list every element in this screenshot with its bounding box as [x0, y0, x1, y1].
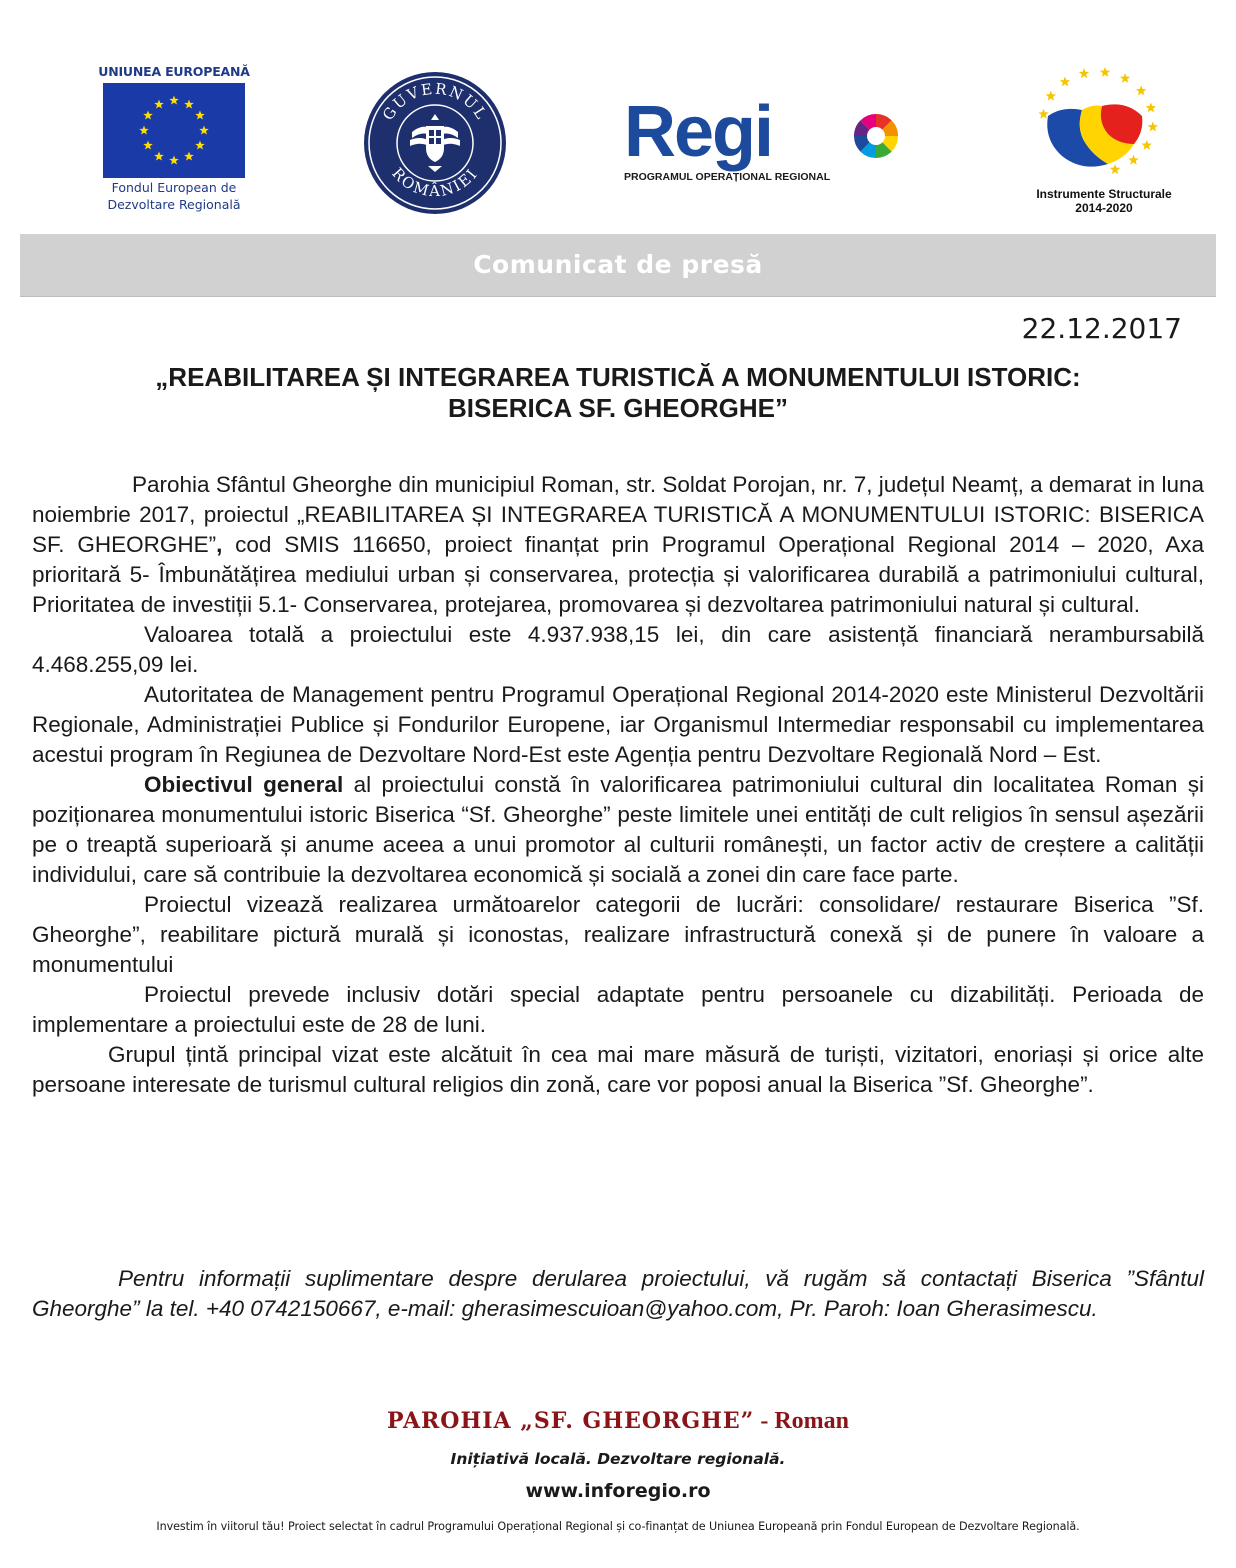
paragraph-management-authority: Autoritatea de Management pentru Programul Operațional Regional 2014-2020 este Ministerul Dezvoltării Regionale, Administrației Publice și Fondurilor Europene, iar Organismul Intermediar responsabil cu implementarea acestui program în Regiunea de Dezvoltare Nord-Est este Agenția pentru Dezvoltare Regională Nord – Est. — [32, 682, 1204, 767]
document-title-line-1: „REABILITAREA ȘI INTEGRAREA TURISTICĂ A MONUMENTULUI ISTORIC: — [155, 362, 1081, 392]
regio-logo-icon — [622, 98, 912, 188]
structural-star-icon — [1136, 85, 1146, 95]
structural-star-icon — [1046, 91, 1056, 101]
parish-location: - Roman — [754, 1408, 849, 1434]
press-release-banner-text: Comunicat de presă — [473, 250, 763, 279]
eu-logo-title: UNIUNEA EUROPEANĂ — [98, 64, 250, 79]
regio-wordmark: Regi — [624, 98, 773, 172]
general-objective-label: Obiectivul general — [144, 772, 344, 797]
paragraph-project-intro-part-a: Parohia Sfântul Gheorghe din municipiul Roman, str. Soldat Porojan, nr. 7, județul Neamț, a demarat in luna noiembrie 2017, proiectul „REABILITAREA ȘI INTEGRAREA TURISTICĂ A MONUMENTULUI ISTORIC: BISERICA SF. GHEORGHE” — [32, 472, 1204, 557]
structural-star-icon — [1079, 68, 1089, 78]
structural-star-icon — [1142, 140, 1152, 150]
structural-star-icon — [1148, 121, 1158, 131]
release-date: 22.12.2017 — [1021, 312, 1182, 345]
structural-star-icon — [1146, 102, 1156, 112]
structural-instruments-icon — [1022, 60, 1186, 182]
regio-logo — [622, 98, 912, 188]
government-seal-logo — [362, 70, 508, 216]
footer-slogan: Inițiativă locală. Dezvoltare regională. — [450, 1450, 786, 1468]
structural-star-icon — [1120, 73, 1130, 83]
footer-website-link[interactable]: www.inforegio.ro — [525, 1480, 711, 1502]
structural-instruments-logo — [1022, 60, 1186, 215]
paragraph-facilities-period: Proiectul prevede inclusiv dotări special adaptate pentru persoanele cu dizabilități. Perioada de implementare a proiectului este de 28 de luni. — [32, 982, 1204, 1037]
structural-star-icon — [1060, 76, 1070, 86]
eu-logo-caption-1: Fondul European de — [111, 180, 237, 195]
footer-disclaimer: Investim în viitorul tău! Proiect selectat în cadrul Programului Operațional Regional și co-finanțat de Uniunea Europeană prin Fondul European de Dezvoltare Regională. — [156, 1520, 1080, 1533]
government-seal-top-text: GUVERNUL — [378, 79, 492, 124]
eu-logo-caption-2: Dezvoltare Regională — [107, 197, 241, 212]
government-seal-icon — [362, 70, 508, 216]
document-title — [30, 362, 1206, 424]
contact-text: Pentru informații suplimentare despre derularea proiectului, vă rugăm să contactați Biserica ”Sfântul Gheorghe” la tel. +40 0742150667, e-mail: gherasimescuioan@yahoo.com, Pr. Paroh: Ioan Gherasimescu. — [32, 1266, 1204, 1321]
structural-star-icon — [1100, 67, 1110, 77]
structural-star-icon — [1110, 164, 1120, 174]
press-release-banner — [20, 234, 1216, 297]
document-title-line-2: BISERICA SF. GHEORGHE” — [448, 393, 788, 423]
contact-info — [32, 1264, 1204, 1324]
general-objective-text: al proiectului constă în valorificarea patrimoniului cultural din localitatea Roman și poziționarea monumentului istoric Biserica “Sf. Gheorghe” peste limitele unei entități de cult religios în sensul așezării pe o treaptă superioară și anume aceea a unui promotor al culturii românești, un factor activ de creștere a calității individului, care să contribuie la dezvoltarea economică și socială a zonei din care face parte. — [32, 772, 1205, 887]
paragraph-project-value: Valoarea totală a proiectului este 4.937.938,15 lei, din care asistență financiară nerambursabilă 4.468.255,09 lei. — [32, 622, 1204, 677]
structural-star-icon — [1128, 155, 1138, 165]
paragraph-project-intro — [32, 470, 1204, 620]
structural-star-icon — [1038, 109, 1048, 119]
government-seal-bottom-text: ROMÂNIEI — [388, 164, 482, 201]
paragraph-project-intro-part-b: cod SMIS 116650, proiect finanțat prin Programul Operațional Regional 2014 – 2020, Axa prioritară 5- Îmbunătățirea mediului urban și conservarea, protecția și valorificarea durabilă a patrimoniului cultural, Prioritatea de investiții 5.1- Conservarea, protejarea, promovarea și dezvoltarea patrimoniului natural și cultural. — [32, 532, 1204, 617]
paragraph-project-intro-comma: , — [216, 532, 223, 557]
parish-name: PAROHIA „SF. GHEORGHE” — [387, 1408, 755, 1434]
structural-instruments-caption-1: Instrumente Structurale — [1036, 187, 1172, 201]
paragraph-general-objective — [32, 770, 1204, 890]
parish-signature — [0, 1408, 1236, 1435]
eu-flag-icon — [103, 83, 245, 178]
structural-instruments-caption-2: 2014-2020 — [1075, 201, 1133, 215]
paragraph-target-group: Grupul țintă principal vizat este alcătuit în cea mai mare măsură de turiști, vizitatori, enoriași și orice alte persoane interesate de turismul cultural religios din zonă, care vor poposi anual la Biserica ”Sf. Gheorghe”. — [32, 1042, 1204, 1097]
eu-logo — [96, 64, 252, 212]
document-body — [32, 470, 1204, 1100]
paragraph-works: Proiectul vizează realizarea următoarelor categorii de lucrări: consolidare/ restaurare Biserica ”Sf. Gheorghe”, reabilitare pictură murală și iconostas, realizare infrastructură conexă și de punere în valoare a monumentului — [32, 892, 1204, 977]
regio-subtitle: PROGRAMUL OPERAȚIONAL REGIONAL — [624, 171, 831, 183]
